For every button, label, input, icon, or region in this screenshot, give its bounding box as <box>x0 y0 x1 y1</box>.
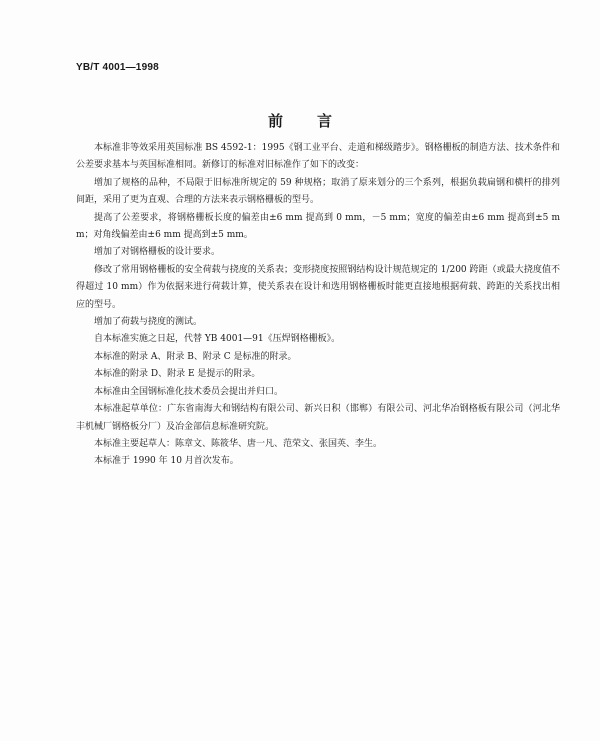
page-title: 前言 <box>267 112 366 130</box>
standard-code: YB/T 4001—1998 <box>76 62 159 73</box>
paragraph-drafters: 本标准主要起草人：陈章文、陈筱华、唐一凡、范荣文、张国英、李生。 <box>94 438 383 449</box>
paragraph-normative-annexes: 本标准的附录 A、附录 B、附录 C 是标准的附录。 <box>94 351 297 362</box>
document-body <box>76 140 560 471</box>
paragraph-informative-annexes: 本标准的附录 D、附录 E 是提示的附录。 <box>94 369 261 380</box>
paragraph-tolerance: 提高了公差要求，将钢格栅板长度的偏差由±6 mm 提高到 0 mm，－5 mm；宽度的偏差由±6 mm 提高到±5 mm；对角线偏差由±6 mm 提高到±5 mm。 <box>76 212 560 241</box>
paragraph-drafting-units: 本标准起草单位：广东省南海大和钢结构有限公司、新兴日积（邯郸）有限公司、河北华冶钢格板有限公司（河北华丰机械厂钢格板分厂）及冶金部信息标准研究院。 <box>76 404 560 432</box>
paragraph-adoption: 本标准非等效采用英国标准 BS 4592-1：1995《钢工业平台、走道和梯级踏步》。钢格栅板的制造方法、技术条件和公差要求基本与英国标准相同。新修订的标准对旧标准作了如下的改变： <box>76 143 560 171</box>
paragraph-replacement: 自本标准实施之日起，代替 YB 4001—91《压焊钢格栅板》。 <box>94 334 341 345</box>
paragraph-load-test: 增加了荷载与挠度的测试。 <box>94 317 203 328</box>
paragraph-proposer: 本标准由全国钢标准化技术委员会提出并归口。 <box>94 386 284 397</box>
paragraph-load-deflection: 修改了常用钢格栅板的安全荷载与挠度的关系表；变形挠度按照钢结构设计规范规定的 1/200 跨距（或最大挠度值不得超过 10 mm）作为依据来进行荷载计算，使关系表在设计和选用钢格栅板时能更直接地根据荷载、跨距的关系找出相应的型号。 <box>76 264 560 310</box>
paragraph-specifications: 增加了规格的品种，不局限于旧标准所规定的 59 种规格；取消了原来划分的三个系列，根据负载扁钢和横杆的排列间距，采用了更为直观、合理的方法来表示钢格栅板的型号。 <box>76 177 560 206</box>
paragraph-design-requirements: 增加了对钢格栅板的设计要求。 <box>94 247 221 258</box>
paragraph-first-release: 本标准于 1990 年 10 月首次发布。 <box>94 456 239 467</box>
